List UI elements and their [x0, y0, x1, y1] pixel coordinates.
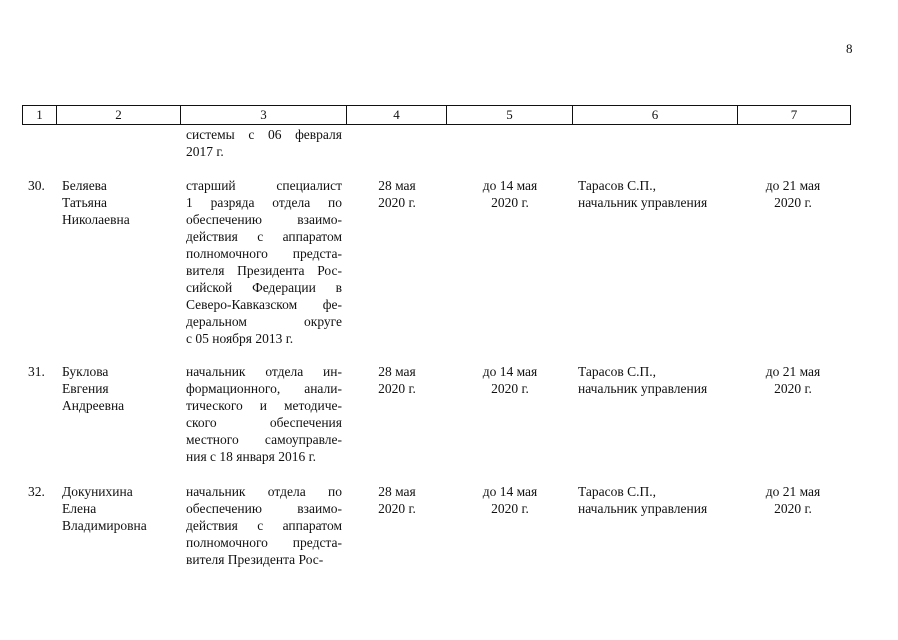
- column-number-2: 2: [57, 106, 181, 125]
- employee-name-line: Беляева: [62, 178, 107, 193]
- responsible-person: [578, 363, 738, 397]
- employee-position-line: Северо-Кавказском фе-: [186, 297, 342, 312]
- until-date-line: 2020 г.: [491, 501, 529, 516]
- employee-name-line: Николаевна: [62, 212, 130, 227]
- column-header-row: [22, 105, 851, 125]
- deadline-date-line: 2020 г.: [774, 501, 812, 516]
- employee-name: [62, 363, 174, 414]
- employee-name: [62, 177, 174, 228]
- employee-position-line: обеспечению взаимо-: [186, 501, 342, 516]
- page-number: 8: [846, 41, 853, 56]
- start-date-line: 2020 г.: [378, 195, 416, 210]
- continued-position-line: системы с 06 февраля: [186, 127, 342, 142]
- start-date: [350, 363, 444, 397]
- employee-name-line: Буклова: [62, 364, 109, 379]
- employee-name-line: Татьяна: [62, 195, 108, 210]
- employee-position-line: 1 разряда отдела по: [186, 195, 342, 210]
- start-date-line: 28 мая: [378, 364, 416, 379]
- deadline-date-line: 2020 г.: [774, 381, 812, 396]
- employee-name-line: Владимировна: [62, 518, 147, 533]
- deadline-date-line: до 21 мая: [765, 364, 821, 379]
- column-number-6: 6: [573, 106, 738, 125]
- continued-position-line: 2017 г.: [186, 144, 224, 159]
- responsible-person-line: начальник управления: [578, 501, 708, 516]
- until-date: [462, 483, 558, 517]
- employee-position-line: ского обеспечения: [186, 415, 342, 430]
- start-date: [350, 177, 444, 211]
- deadline-date: [740, 483, 846, 517]
- employee-position-line: начальник отдела ин-: [186, 364, 342, 379]
- column-number-7: 7: [738, 106, 851, 125]
- deadline-date: [740, 363, 846, 397]
- column-number-5: 5: [447, 106, 573, 125]
- employee-position-line: начальник отдела по: [186, 484, 342, 499]
- deadline-date-line: до 21 мая: [765, 178, 821, 193]
- row-number-line: 32.: [28, 484, 45, 499]
- employee-name-line: Андреевна: [62, 398, 125, 413]
- row-number: [28, 483, 54, 500]
- employee-name-line: Докунихина: [62, 484, 133, 499]
- employee-position-line: полномочного предста-: [186, 246, 342, 261]
- until-date-line: до 14 мая: [482, 178, 538, 193]
- employee-position-line: вителя Президента Рос-: [186, 552, 324, 567]
- start-date-line: 2020 г.: [378, 381, 416, 396]
- start-date-line: 28 мая: [378, 178, 416, 193]
- until-date-line: до 14 мая: [482, 364, 538, 379]
- deadline-date-line: до 21 мая: [765, 484, 821, 499]
- until-date-line: 2020 г.: [491, 381, 529, 396]
- start-date-line: 28 мая: [378, 484, 416, 499]
- employee-position-line: ния с 18 января 2016 г.: [186, 449, 316, 464]
- deadline-date-line: 2020 г.: [774, 195, 812, 210]
- employee-position-line: деральном округе: [186, 314, 342, 329]
- row-number: [28, 177, 54, 194]
- employee-name: [62, 483, 174, 534]
- responsible-person-line: Тарасов С.П.,: [578, 484, 657, 499]
- employee-position-line: действия с аппаратом: [186, 229, 342, 244]
- deadline-date: [740, 177, 846, 211]
- responsible-person-line: Тарасов С.П.,: [578, 178, 657, 193]
- continued-position: [186, 126, 342, 160]
- employee-position-line: местного самоуправле-: [186, 432, 342, 447]
- employee-position: [186, 363, 342, 465]
- until-date: [462, 363, 558, 397]
- employee-position-line: тического и методиче-: [186, 398, 342, 413]
- start-date-line: 2020 г.: [378, 501, 416, 516]
- row-number: [28, 363, 54, 380]
- employee-position-line: полномочного предста-: [186, 535, 342, 550]
- employee-position-line: старший специалист: [186, 178, 342, 193]
- column-number-4: 4: [347, 106, 447, 125]
- column-number-3: 3: [181, 106, 347, 125]
- responsible-person-line: Тарасов С.П.,: [578, 364, 657, 379]
- until-date: [462, 177, 558, 211]
- responsible-person: [578, 177, 738, 211]
- row-number-line: 30.: [28, 178, 45, 193]
- employee-position-line: с 05 ноября 2013 г.: [186, 331, 294, 346]
- employee-position-line: вителя Президента Рос-: [186, 263, 342, 278]
- responsible-person: [578, 483, 738, 517]
- employee-position-line: формационного, анали-: [186, 381, 342, 396]
- employee-name-line: Евгения: [62, 381, 109, 396]
- responsible-person-line: начальник управления: [578, 381, 708, 396]
- row-number-line: 31.: [28, 364, 45, 379]
- employee-position-line: сийской Федерации в: [186, 280, 342, 295]
- responsible-person-line: начальник управления: [578, 195, 708, 210]
- employee-position-line: действия с аппаратом: [186, 518, 342, 533]
- until-date-line: до 14 мая: [482, 484, 538, 499]
- employee-position: [186, 483, 342, 568]
- employee-position-line: обеспечению взаимо-: [186, 212, 342, 227]
- employee-name-line: Елена: [62, 501, 97, 516]
- employee-position: [186, 177, 342, 347]
- column-number-1: 1: [23, 106, 57, 125]
- start-date: [350, 483, 444, 517]
- until-date-line: 2020 г.: [491, 195, 529, 210]
